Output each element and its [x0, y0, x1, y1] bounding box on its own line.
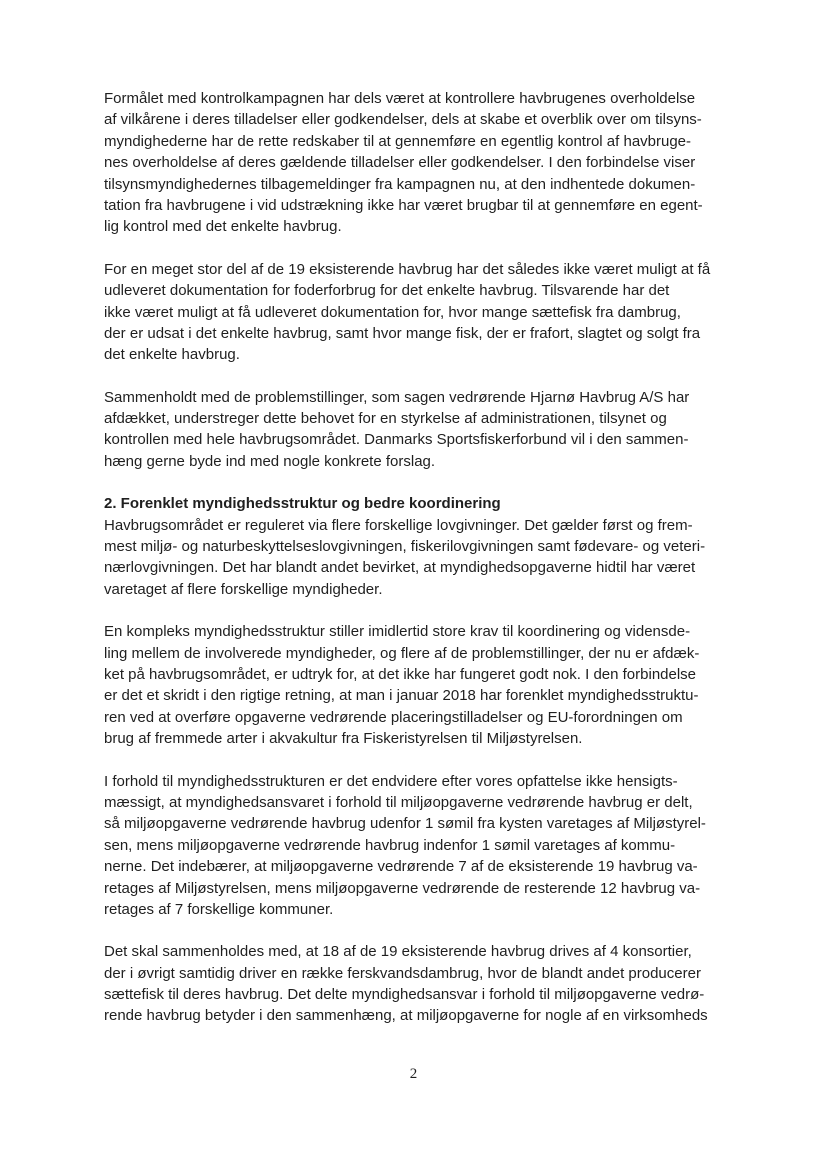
- text-line: er det et skridt i den rigtige retning, at man i januar 2018 har forenklet myndighedsstruktu-: [104, 687, 699, 705]
- text-line: For en meget stor del af de 19 eksisterende havbrug har det således ikke været muligt at få: [104, 260, 711, 278]
- paragraph-5: [104, 621, 744, 749]
- paragraph-6: [104, 771, 744, 921]
- text-line: ket på havbrugsområdet, er udtryk for, at det ikke har fungeret godt nok. I den forbindelse: [104, 665, 697, 683]
- text-line: myndighederne har de rette redskaber til at gennemføre en egentlig kontrol af havbruge-: [104, 132, 692, 150]
- text-line: der er udsat i det enkelte havbrug, samt hvor mange fisk, der er frafort, slagtet og solgt fra: [104, 324, 701, 342]
- text-line: sættefisk til deres havbrug. Det delte myndighedsansvar i forhold til miljøopgaverne vedrø-: [104, 986, 705, 1004]
- text-line: tilsynsmyndighedernes tilbagemeldinger fra kampagnen nu, at den indhentede dokumen-: [104, 175, 696, 193]
- text-line: afdækket, understreger dette behovet for en styrkelse af administrationen, tilsynet og: [104, 410, 667, 428]
- text-line: det enkelte havbrug.: [104, 346, 240, 364]
- paragraph-1: [104, 88, 744, 238]
- text-line: nærlovgivningen. Det har blandt andet bevirket, at myndighedsopgaverne hidtil har været: [104, 559, 696, 577]
- text-line: mest miljø- og naturbeskyttelseslovgivningen, fiskerilovgivningen samt fødevare- og veteri-: [104, 538, 706, 556]
- paragraph-3: [104, 387, 744, 473]
- text-line: mæssigt, at myndighedsansvaret i forhold til miljøopgaverne vedrørende havbrug er delt,: [104, 793, 693, 811]
- text-line: ling mellem de involverede myndigheder, og flere af de problemstillinger, der nu er afdæk-: [104, 644, 700, 662]
- text-line: hæng gerne byde ind med nogle konkrete forslag.: [104, 452, 436, 470]
- text-line: sen, mens miljøopgaverne vedrørende havbrug indenfor 1 sømil varetages af kommu-: [104, 836, 676, 854]
- text-line: brug af fremmede arter i akvakultur fra Fiskeristyrelsen til Miljøstyrelsen.: [104, 730, 583, 748]
- text-line: Formålet med kontrolkampagnen har dels været at kontrollere havbrugenes overholdelse: [104, 90, 696, 107]
- text-line: nes overholdelse af deres gældende tilladelser eller godkendelser. I den forbindelse viser: [104, 154, 696, 172]
- text-line: I forhold til myndighedsstrukturen er det endvidere efter vores opfattelse ikke hensigts-: [104, 772, 678, 790]
- text-line: udleveret dokumentation for foderforbrug for det enkelte havbrug. Tilsvarende har det: [104, 282, 670, 300]
- text-line: kontrollen med hele havbrugsområdet. Danmarks Sportsfiskerforbund vil i den sammen-: [104, 431, 689, 449]
- text-line: varetaget af flere forskellige myndigheder.: [104, 580, 383, 598]
- text-line: af vilkårene i deres tilladelser eller godkendelser, dels at skabe et overblik over om tilsyns-: [104, 111, 702, 129]
- page-number: 2: [409, 1066, 418, 1082]
- section-2-intro: [104, 493, 744, 600]
- text-line: lig kontrol med det enkelte havbrug.: [104, 218, 342, 236]
- text-line: tation fra havbrugene i vid udstrækning ikke har været brugbar til at gennemføre en egent-: [104, 196, 703, 214]
- text-line: retages af Miljøstyrelsen, mens miljøopgaverne vedrørende de resterende 12 havbrug va-: [104, 879, 701, 897]
- section-heading: 2. Forenklet myndighedsstruktur og bedre koordinering: [104, 495, 501, 513]
- paragraph-2: [104, 259, 744, 366]
- text-line: rende havbrug betyder i den sammenhæng, at miljøopgaverne for nogle af en virksomheds: [104, 1007, 708, 1025]
- text-line: så miljøopgaverne vedrørende havbrug udenfor 1 sømil fra kysten varetages af Miljøstyrel-: [104, 815, 706, 833]
- text-line: ikke været muligt at få udleveret dokumentation for, hvor mange sættefisk fra dambrug,: [104, 303, 681, 321]
- text-line: retages af 7 forskellige kommuner.: [104, 900, 334, 918]
- text-line: Havbrugsområdet er reguleret via flere forskellige lovgivninger. Det gælder først og frem-: [104, 516, 693, 534]
- text-line: En kompleks myndighedsstruktur stiller imidlertid store krav til koordinering og vidensde-: [104, 623, 691, 641]
- paragraph-7: [104, 941, 744, 1027]
- text-line: der i øvrigt samtidig driver en række ferskvandsdambrug, hvor de blandt andet producerer: [104, 964, 701, 982]
- text-line: nerne. Det indebærer, at miljøopgaverne vedrørende 7 af de eksisterende 19 havbrug va-: [104, 858, 698, 876]
- text-line: ren ved at overføre opgaverne vedrørende placeringstilladelser og EU-forordningen om: [104, 708, 683, 726]
- text-line: Det skal sammenholdes med, at 18 af de 19 eksisterende havbrug drives af 4 konsortier,: [104, 943, 692, 961]
- body-text: [104, 88, 744, 1048]
- text-line: Sammenholdt med de problemstillinger, som sagen vedrørende Hjarnø Havbrug A/S har: [104, 388, 690, 406]
